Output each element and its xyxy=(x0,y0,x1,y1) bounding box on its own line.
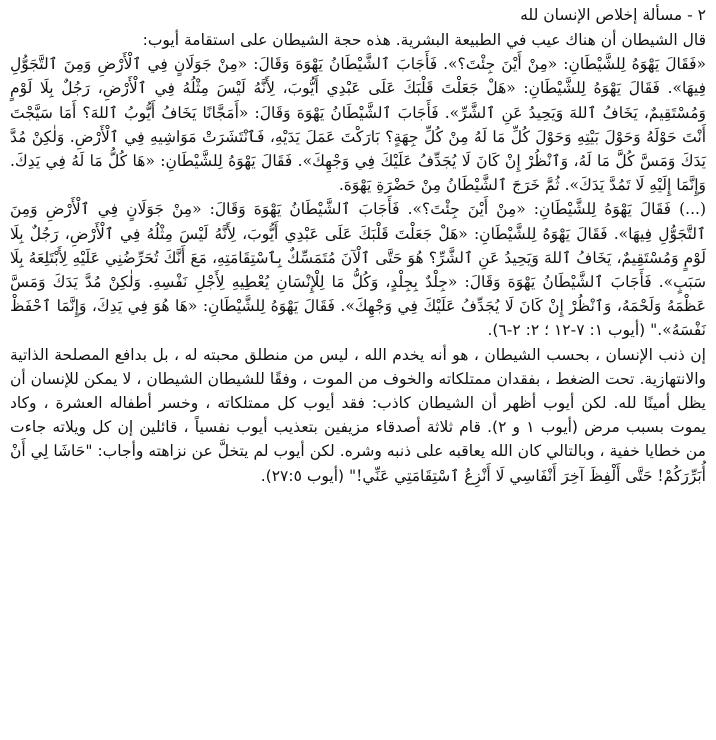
body-text: إن ذنب الإنسان ، بحسب الشيطان ، هو أنه يخدم الله ، ليس من منطلق محبته له ، بل بدافع المصلحة الذاتية والانتهازية. تحت الضغط ، بفقدان ممتلكاته والخوف من الموت ، وفقًا للشيطان الشيطان ، لا يمكن للإنسان أن يظل أمينًا لله. لكن أيوب أظهر أن الشيطان كاذب: فقد أيوب كل ممتلكاته ، وخسر أطفاله العشرة ، وكاد يموت بسبب مرض (أيوب ١ و ٢). قام ثلاثة أصدقاء مزيفين بتعذيب أيوب نفسياً ، قائلين إن كل ويلاته جاءت من خطايا خفية ، وبالتالي كان الله يعاقبه على ذنبه وشره. لكن أيوب لم يتخلَّ عن نزاهته وأجاب: xyxy=(10,345,706,461)
job-quote: "حَاشَا لِي أَنْ أُبَرِّرَكُمْ! حَتَّى أَلْفِظَ آخِرَ أَنْفَاسِي لَا أَنْزِعُ ٱسْتِقَامَتِي عَنِّي!" xyxy=(10,442,706,485)
body-paragraph xyxy=(10,343,706,488)
intro-paragraph: قال الشيطان أن هناك عيب في الطبيعة البشرية. هذه حجة الشيطان على استقامة أيوب: xyxy=(142,31,706,49)
quote-2-reference: (أيوب ١: ٧-١٢ ؛ ٢: ٢-٦). xyxy=(487,321,651,340)
section-heading: ٢ - مسألة إخلاص الإنسان لله xyxy=(520,6,706,24)
scripture-quote-2 xyxy=(10,197,706,342)
scripture-quote-1: «فَقَالَ يَهْوَهُ لِلشَّيْطَانِ: «مِنْ أَيْنَ جِئْتَ؟». فَأَجَابَ ٱلشَّيْطَانُ يَهْوَهَ وَقَالَ: «مِنْ جَوَلَانٍ فِي ٱلْأَرْضِ وَمِنَ ٱلتَّجَوُّلِ فِيهَا». فَقَالَ يَهْوَهُ لِلشَّيْطَانِ: «هَلْ جَعَلْتَ قَلْبَكَ عَلَى عَبْدِي أَيُّوبَ، لِأَنَّهُ لَيْسَ مِثْلُهُ فِي ٱلْأَرْضِ، رَجُلٌ بِلَا لَوْمٍ وَمُسْتَقِيمٌ، يَخَافُ ٱللهَ وَيَحِيدُ عَنِ ٱلشَّرِّ». فَأَجَابَ ٱلشَّيْطَانُ يَهْوَهَ وَقَالَ: «أَمَجَّانًا يَخَافُ أَيُّوبُ ٱللهَ؟ أَمَا سَيَّجْتَ أَنْتَ حَوْلَهُ وَحَوْلَ بَيْتِهِ وَحَوْلَ كُلِّ مَا لَهُ مِنْ كُلِّ جِهَةٍ؟ بَارَكْتَ عَمَلَ يَدَيْهِ، فَٱنْتَشَرَتْ مَوَاشِيهِ فِي ٱلْأَرْضِ. وَلٰكِنْ مُدَّ يَدَكَ وَمَسَّ كُلَّ مَا لَهُ، وَٱنْظُرْ إِنْ كَانَ لَا يُجَدِّفُ عَلَيْكَ فِي وَجْهِكَ». فَقَالَ يَهْوَهُ لِلشَّيْطَانِ: «هَا كُلُّ مَا لَهُ فِي يَدِكَ. وَإِنَّمَا إِلَيْهِ لَا تَمُدَّ يَدَكَ». ثُمَّ خَرَجَ ٱلشَّيْطَانُ مِنْ حَضْرَةِ يَهْوَهَ. xyxy=(10,55,706,195)
job-quote-reference: (أيوب ٢٧:٥). xyxy=(260,466,350,485)
quote-2-text: (...) فَقَالَ يَهْوَهُ لِلشَّيْطَانِ: «مِنْ أَيْنَ جِئْتَ؟». فَأَجَابَ ٱلشَّيْطَانُ يَهْوَهَ وَقَالَ: «مِنْ جَوَلَانٍ فِي ٱلْأَرْضِ وَمِنَ ٱلتَّجَوُّلِ فِيهَا». فَقَالَ يَهْوَهُ لِلشَّيْطَانِ: «هَلْ جَعَلْتَ قَلْبَكَ عَلَى عَبْدِي أَيُّوبَ، لِأَنَّهُ لَيْسَ مِثْلُهُ فِي ٱلْأَرْضِ، رَجُلٌ بِلَا لَوْمٍ وَمُسْتَقِيمٌ، يَخَافُ ٱللهَ وَيَحِيدُ عَنِ ٱلشَّرِّ؟ هُوَ حَتَّى ٱلْآنَ مُتَمَسِّكٌ بِٱسْتِقَامَتِهِ، مَعَ أَنَّكَ تُحَرِّضُنِي عَلَيْهِ لِأَبْتَلِعَهُ بِلَا سَبَبٍ». فَأَجَابَ ٱلشَّيْطَانُ يَهْوَهَ وَقَالَ: «جِلْدٌ بِجِلْدٍ، وَكُلُّ مَا لِلْإِنْسَانِ يُعْطِيهِ لِأَجْلِ نَفْسِهِ. وَلٰكِنْ مُدَّ يَدَكَ وَمَسَّ عَظْمَهُ وَلَحْمَهُ، وَٱنْظُرْ إِنْ كَانَ لَا يُجَدِّفُ عَلَيْكَ فِي وَجْهِكَ». فَقَالَ يَهْوَهُ لِلشَّيْطَانِ: «هَا هُوَ فِي يَدِكَ، وَإِنَّمَا ٱحْفَظْ نَفْسَهُ»." xyxy=(10,200,706,340)
